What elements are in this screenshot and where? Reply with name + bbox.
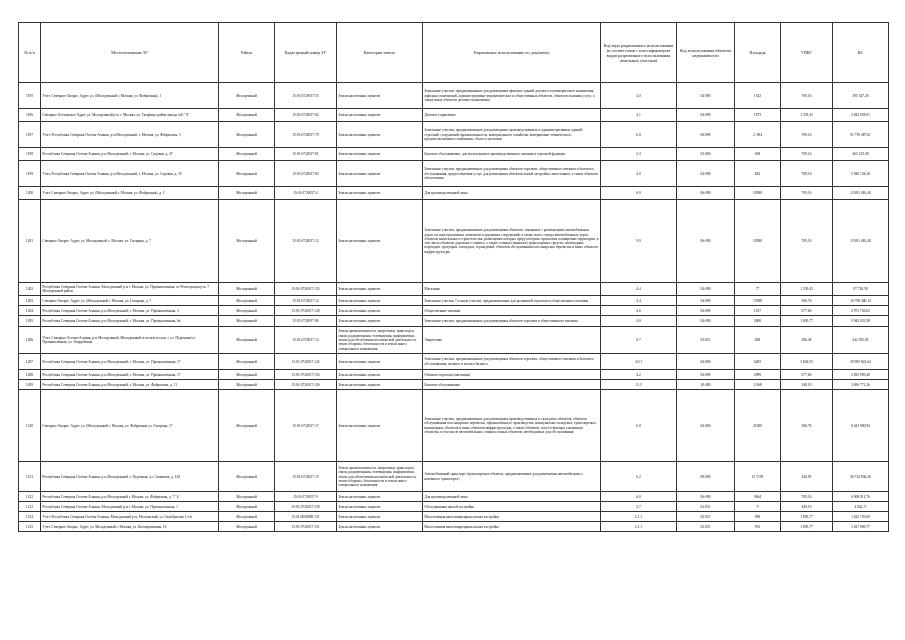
area-cell: 1017	[735, 306, 781, 316]
ks-cell: 13 891 461,40	[833, 200, 889, 283]
use-code-cell: 4.6	[601, 306, 677, 316]
cadastral-number-cell: 15:01:0720017:135	[275, 283, 337, 296]
cadastral-number-cell: 15:01:0720017:128	[275, 306, 337, 316]
district-cell: Молодежный	[219, 306, 275, 316]
district-cell: Молодежный	[219, 522, 275, 532]
table-row	[19, 492, 889, 502]
use-code-cell: 4.0	[601, 83, 677, 109]
use-code-cell: 6.0	[601, 187, 677, 200]
oks-code-cell: 04:090	[677, 296, 735, 306]
cadastral-number-cell: 15:01:0720017:142	[275, 354, 337, 370]
oks-code-cell: 06:090	[677, 200, 735, 283]
use-code-cell: 6.0	[601, 390, 677, 462]
upks-cell: 1 339,43	[781, 109, 833, 122]
location-cell: Республика Северная Осетия-Алания, р-н Молодежный, г. Москва, ул. Фабричная, д. 11	[41, 380, 219, 390]
district-cell: Молодежный	[219, 492, 275, 502]
upks-cell: 709,16	[781, 161, 833, 187]
row-number-cell: 1196	[19, 109, 41, 122]
upks-cell: 1 805,77	[781, 316, 833, 327]
area-cell: 19588	[735, 296, 781, 306]
ks-cell: 1 627 000,77	[833, 522, 889, 532]
location-cell: Учет. Северное Осетия-Алания, р-н Молодежный, Молодежный, в пользе из кон. с ул. Пурочная/ул. Промышленная, ул. Гвардейская	[41, 327, 219, 354]
district-cell: Молодежный	[219, 283, 275, 296]
ks-cell: 395 347,20	[833, 83, 889, 109]
upks-cell: 709,16	[781, 187, 833, 200]
district-cell: Молодежный	[219, 390, 275, 462]
ks-cell: 4 042,71	[833, 502, 889, 512]
ks-cell: 6 908 011,76	[833, 492, 889, 502]
location-cell: Северное Окорье, Адрес ул. Молодежный, г. Москва, ул. Гагарина, д. 7	[41, 200, 219, 283]
oks-code-cell: 06:090	[677, 122, 735, 148]
upks-cell: 677,66	[781, 370, 833, 380]
col-cadastral-number-header: Кадастровый номер ЗУ	[275, 23, 337, 83]
permitted-use-cell: Земельные участки, предназначенные для размещения объектов торговли, общественного питания и бытового обслуживания, мелкого и малого бизнеса	[423, 354, 601, 370]
upks-cell: 348,19	[781, 380, 833, 390]
cadastral-value-table	[18, 22, 889, 532]
district-cell: Молодежный	[219, 370, 275, 380]
cadastral-number-cell: 15:01:0720017:158	[275, 502, 337, 512]
ks-cell: 28 905 822,64	[833, 354, 889, 370]
cadastral-number-cell: 15:01:0720017:154	[275, 370, 337, 380]
row-number-cell: 1202	[19, 283, 41, 296]
col-location-header: Местоположение ЗУ	[41, 23, 219, 83]
row-number-cell: 1200	[19, 187, 41, 200]
use-code-cell: 4.0	[601, 161, 677, 187]
permitted-use-cell: Земельные участки, предназначенные для размещения объектов торговли, общественного питания и бытового обслуживания, предоставления услуг, для размещения объектов жилой застройки, автостоянок, а также объектов обеспечения	[423, 161, 601, 187]
location-cell: Республика Северная Осетия-Алания, р-н Молодежный, г. Москва, ул. Садовая, д. 47	[41, 148, 219, 161]
col-permitted-use-header: Разрешенное использование по документу	[423, 23, 601, 83]
oks-code-cell: 03:000	[677, 148, 735, 161]
oks-code-cell: 02:051	[677, 522, 735, 532]
ks-cell: 2 973 726,82	[833, 306, 889, 316]
table-row	[19, 122, 889, 148]
district-cell: Молодежный	[219, 316, 275, 327]
land-category-cell: Земли населенных пунктов	[337, 492, 423, 502]
location-cell: Республика Северная Осетия-Алания, р-н Молодежный г. Москва, ул. Фабричная, д. 7 "а"	[41, 492, 219, 502]
land-category-cell: Земли населенных пунктов	[337, 522, 423, 532]
location-cell: Учет. Северное Окорье, Адрес ул. (Молодежный г. Москва, ул. Фабричная), д. 1	[41, 187, 219, 200]
area-cell: 2999	[735, 370, 781, 380]
use-code-cell: 6.0	[601, 122, 677, 148]
land-category-cell: Земли населенных пунктов	[337, 109, 423, 122]
district-cell: Молодежный	[219, 200, 275, 283]
land-category-cell: Земли населенных пунктов	[337, 390, 423, 462]
oks-code-cell: 03:051	[677, 327, 735, 354]
oks-code-cell: 04:000	[677, 390, 735, 462]
land-category-cell: Земли населенных пунктов	[337, 380, 423, 390]
cadastral-number-cell: 15:01:0720017:13	[275, 327, 337, 354]
table-row	[19, 354, 889, 370]
permitted-use-cell: Бытовое обслуживание	[423, 380, 601, 390]
upks-cell: 449,19	[781, 502, 833, 512]
table-row	[19, 316, 889, 327]
oks-code-cell: 10:000	[677, 380, 735, 390]
permitted-use-cell: Бытовое обслуживание, для малоэтажного производственного питания и торговой функции	[423, 148, 601, 161]
use-code-cell: 3.3	[601, 148, 677, 161]
location-cell: Республика Северная Осетия-Алания, Молодежный р-н г. Москва, ул. Промышленная, 1	[41, 502, 219, 512]
col-use-code-header: Код вида разрешенного использования (в соответствии с классификатором видов разрешенного использования земельных участков)	[601, 23, 677, 83]
ks-cell: 2 842 058,91	[833, 109, 889, 122]
use-code-cell: 4.4	[601, 296, 677, 306]
permitted-use-cell: Малоэтажная многоквартирная жилая застройка	[423, 512, 601, 522]
cadastral-number-cell: 15:01:0720017:86	[275, 316, 337, 327]
use-code-cell: 2.7	[601, 502, 677, 512]
col-ks-header: КС	[833, 23, 889, 83]
land-category-cell: Земли промышленности, энергетики, транспорта, связи, радиовещания, телевидения, информатики, земли для обеспечения космической деятельности, земли обороны, безопасности и земли иного специального назначения	[337, 462, 423, 492]
table-row	[19, 512, 889, 522]
area-cell: 19588	[735, 200, 781, 283]
area-cell: 848	[735, 327, 781, 354]
col-oks-code-header: Код использования объектов недвижимости	[677, 23, 735, 83]
row-number-cell: 1208	[19, 370, 41, 380]
oks-code-cell: 04:090	[677, 370, 735, 380]
location-cell: Республика Северная Осетия-Алания, р-н Молодежный, г. Пурочная, ул. Семенова, д. 128	[41, 462, 219, 492]
use-code-cell: 9.0	[601, 200, 677, 283]
area-cell: 658	[735, 148, 781, 161]
col-number-header: № п/п	[19, 23, 41, 83]
land-category-cell: Земли населенных пунктов	[337, 148, 423, 161]
land-category-cell: Земли населенных пунктов	[337, 354, 423, 370]
land-category-cell: Земли промышленности, энергетики, транспорта, связи, радиовещания, телевидения, информатики, земли для обеспечения космической деятельности, земли обороны, безопасности и земли иного специального назначения	[337, 327, 423, 354]
district-cell: Молодежный	[219, 148, 275, 161]
upks-cell: 709,16	[781, 148, 833, 161]
ks-cell: 16 798 480,14	[833, 296, 889, 306]
permitted-use-cell: Деловое управление	[423, 109, 601, 122]
oks-code-cell: 04:090	[677, 283, 735, 296]
use-code-cell: 6.2	[601, 462, 677, 492]
land-category-cell: Земли населенных пунктов	[337, 296, 423, 306]
table-row	[19, 200, 889, 283]
table-row	[19, 83, 889, 109]
row-number-cell: 1195	[19, 83, 41, 109]
land-category-cell: Земли населенных пунктов	[337, 83, 423, 109]
cadastral-number-cell: 15:01:0000000:131	[275, 512, 337, 522]
upks-cell: 709,16	[781, 200, 833, 283]
ks-cell: 91 739 487,61	[833, 122, 889, 148]
row-number-cell: 1211	[19, 462, 41, 492]
ks-cell: 1 625 193,00	[833, 512, 889, 522]
use-code-cell: 4.1	[601, 109, 677, 122]
land-category-cell: Земли населенных пунктов	[337, 200, 423, 283]
table-row	[19, 306, 889, 316]
use-code-cell: 2.1.1	[601, 512, 677, 522]
col-upks-header: УПКС	[781, 23, 833, 83]
upks-cell: 1 805,77	[781, 522, 833, 532]
oks-code-cell: 02:051	[677, 502, 735, 512]
upks-cell: 1 339,43	[781, 283, 833, 296]
district-cell: Молодежный	[219, 83, 275, 109]
cadastral-number-cell: 15:01:0720017:83	[275, 161, 337, 187]
row-number-cell: 1205	[19, 316, 41, 327]
district-cell: Молодежный	[219, 109, 275, 122]
district-cell: Молодежный	[219, 512, 275, 522]
permitted-use-cell: Малоэтажная многоквартирная жилая застройка	[423, 522, 601, 532]
cadastral-number-cell: 15:01:0720017:2	[275, 187, 337, 200]
table-row	[19, 380, 889, 390]
cadastral-number-cell: 15:01:0720017:126	[275, 380, 337, 390]
area-cell: 9644	[735, 492, 781, 502]
table-row	[19, 522, 889, 532]
col-land-category-header: Категория земель	[337, 23, 423, 83]
oks-code-cell: 04:090	[677, 306, 735, 316]
area-cell: 900	[735, 512, 781, 522]
location-cell: Северное Осетинское Адрес ул. Молодежный р-н, г. Москва, ул. Гагарина, район завода №0 "А"	[41, 109, 219, 122]
location-cell: Учет. Республика Северная Осетия-Алания, р-н Молодежный, г. Москва, ул. Фабричная, 5	[41, 122, 219, 148]
use-code-cell: 4.2	[601, 370, 677, 380]
row-number-cell: 1203	[19, 296, 41, 306]
row-number-cell: 1204	[19, 306, 41, 316]
cadastral-number-cell: 15:01:0720017:81	[275, 148, 337, 161]
row-number-cell: 1213	[19, 502, 41, 512]
ks-cell: 5 940 134,30	[833, 161, 889, 187]
district-cell: Молодежный	[219, 296, 275, 306]
use-code-cell: 11.3	[601, 380, 677, 390]
permitted-use-cell: Общественное питание	[423, 306, 601, 316]
table-row	[19, 187, 889, 200]
use-code-cell: 6.7	[601, 327, 677, 354]
area-cell: 77	[735, 283, 781, 296]
ks-cell: 242 935,85	[833, 327, 889, 354]
location-cell: Северное Окорье, Адрес ул. (Молодежный г. Москва, ул. Гагарина, д. 7	[41, 296, 219, 306]
location-cell: Республика Северная Осетия-Алания, р-н Молодежный, г. Москва, ул. Промышленная, 17	[41, 354, 219, 370]
table-row	[19, 109, 889, 122]
col-district-header: Район	[219, 23, 275, 83]
oks-code-cell: 02:051	[677, 512, 735, 522]
permitted-use-cell: Автомобильный транспорт (транспортные объекты, предназначенные для размещения автомобильного наземного транспорта)	[423, 462, 601, 492]
table-row	[19, 296, 889, 306]
cadastral-number-cell: 15:01:0720017:79	[275, 122, 337, 148]
cadastral-number-cell: 15:01:0720017:55	[275, 83, 337, 109]
cadastral-number-cell: 15:01:0720017:62	[275, 109, 337, 122]
row-number-cell: 1209	[19, 380, 41, 390]
upks-cell: 709,16	[781, 492, 833, 502]
oks-code-cell: 04:090	[677, 83, 735, 109]
permitted-use-cell: Обслуживание жилой застройки	[423, 502, 601, 512]
location-cell: Республика Северная Осетия-Алания, Молодежный р-н г. Москва, ул. Промышленная, от Регистрации р-н, 7 Молодежный район	[41, 283, 219, 296]
location-cell: Учет. Республика Северная Осетия-Алания, р-н Молодежный, г. Москва, ул. Садовая, д. 35	[41, 161, 219, 187]
ks-cell: 6 441 980,94	[833, 390, 889, 462]
upks-cell: 426,93	[781, 462, 833, 492]
district-cell: Молодежный	[219, 502, 275, 512]
table-row	[19, 327, 889, 354]
area-cell: 1332	[735, 83, 781, 109]
permitted-use-cell: Земельные участки, предназначенные для размещения объектов, связанных с размещением автомобильных дорог, их конструктивных элементов и дорожных сооружений, а также полос отвода автомобильных дорог; объектов капитального строительства, размещение которых предусмотрено проектами планировки территории, в том числе объектов дорожного сервиса, а также стоянок (парковок) транспортных средств, пешеходных переходов, тротуаров, площадок, ограждений, объектов обслуживания пассажирских перевозок и иных объектов инфраструктуры	[423, 200, 601, 283]
ks-cell: 465 125,38	[833, 148, 889, 161]
upks-cell: 306,76	[781, 390, 833, 462]
district-cell: Молодежный	[219, 122, 275, 148]
ks-cell: 3 696 771,26	[833, 380, 889, 390]
row-number-cell: 1197	[19, 122, 41, 148]
area-cell: 1,068	[735, 380, 781, 390]
table-row	[19, 148, 889, 161]
land-category-cell: Земли населенных пунктов	[337, 187, 423, 200]
permitted-use-cell: Земельные участки, предназначенные для размещения офисных зданий делового и коммерческого назначения, офисных помещений, административно-управленческих и общественных объектов, объектов оказания услуг, а также иных объектов делового назначения	[423, 83, 601, 109]
use-code-cell: 6.0	[601, 492, 677, 502]
district-cell: Молодежный	[219, 327, 275, 354]
row-number-cell: 1214	[19, 512, 41, 522]
permitted-use-cell: Объекты торговли (магазины)	[423, 370, 601, 380]
row-number-cell: 1206	[19, 327, 41, 354]
row-number-cell: 1215	[19, 522, 41, 532]
ks-cell: 5 944 053,58	[833, 316, 889, 327]
upks-cell: 1 805,77	[781, 512, 833, 522]
row-number-cell: 1207	[19, 354, 41, 370]
permitted-use-cell: Энергетика	[423, 327, 601, 354]
row-number-cell: 1198	[19, 148, 41, 161]
table-row	[19, 462, 889, 492]
use-code-cell: 4.0.1	[601, 354, 677, 370]
row-number-cell: 1201	[19, 200, 41, 283]
area-cell: 15 7195	[735, 462, 781, 492]
location-cell: Республика Северная Осетия-Алания, р-н Молодежный, г. Москва, ул. Промышленная, 17	[41, 370, 219, 380]
upks-cell: 3 844,93	[781, 354, 833, 370]
area-cell: 1873	[735, 109, 781, 122]
cadastral-number-cell: 15:01:0720017:17	[275, 390, 337, 462]
oks-code-cell: 04:090	[677, 354, 735, 370]
district-cell: Молодежный	[219, 187, 275, 200]
table-row	[19, 161, 889, 187]
use-code-cell: 4.4	[601, 283, 677, 296]
upks-cell: 709,16	[781, 83, 833, 109]
upks-cell: 709,16	[781, 122, 833, 148]
land-category-cell: Земли населенных пунктов	[337, 161, 423, 187]
use-code-cell: 4.0	[601, 316, 677, 327]
land-category-cell: Земли населенных пунктов	[337, 316, 423, 327]
cadastral-number-cell: 15:01:0720017:15	[275, 462, 337, 492]
cadastral-number-cell: 15:01:0720017:151	[275, 522, 337, 532]
area-cell: 21000	[735, 390, 781, 462]
permitted-use-cell: Земельные участки, предназначенные для размещения объектов торговли и общественного питания	[423, 316, 601, 327]
area-cell: 901	[735, 522, 781, 532]
upks-cell: 677,66	[781, 306, 833, 316]
location-cell: Республика Северная Осетия-Алания, р-н Молодежный, г. Москва, ул. Промышленная, 3	[41, 306, 219, 316]
table-row	[19, 283, 889, 296]
use-code-cell: 2.1.1	[601, 522, 677, 532]
area-cell: 842	[735, 161, 781, 187]
district-cell: Молодежный	[219, 462, 275, 492]
area-cell: 2 ,094	[735, 122, 781, 148]
table-header-row	[19, 23, 889, 83]
location-cell: Республика Северная Осетия-Алания, р-н Молодежный, г. Москва, ул. Промышленная, 6а	[41, 316, 219, 327]
permitted-use-cell: Земельные участки, предназначенные для размещения производственных и складских объектов, объектов обслуживания пассажирских перевозок, промышленного производства, коммунально-складских, транспортных, инженерных объектов и иных объектов инфраструктуры, а также объектов, сопутствующих указанным объектам, в том числе автомобильных стоянок и иных объектов, необходимых для обслуживания	[423, 390, 601, 462]
cadastral-number-cell: 15:01:0720017:12	[275, 296, 337, 306]
table-row	[19, 502, 889, 512]
land-category-cell: Земли населенных пунктов	[337, 502, 423, 512]
ks-cell: 13 891 461,40	[833, 187, 889, 200]
permitted-use-cell: Для производственной зоны	[423, 187, 601, 200]
land-category-cell: Земли населенных пунктов	[337, 283, 423, 296]
row-number-cell: 1212	[19, 492, 41, 502]
oks-code-cell: 04:090	[677, 316, 735, 327]
area-cell: 6283	[735, 354, 781, 370]
location-cell: Учет. Северное Окорье, Адрес ул. (Молодежный г. Москва, ул. Фабричная), 1	[41, 83, 219, 109]
district-cell: Молодежный	[219, 380, 275, 390]
cadastral-number-cell: 15:01:0720017:9	[275, 492, 337, 502]
permitted-use-cell: Земельные участки 7 и иные участки, предназначенные для розничной торговли и общественного питания	[423, 296, 601, 306]
table-row	[19, 390, 889, 462]
ks-cell: 2 835 909,48	[833, 370, 889, 380]
oks-code-cell: 06:090	[677, 187, 735, 200]
area-cell: 19588	[735, 187, 781, 200]
oks-code-cell: 04:090	[677, 161, 735, 187]
col-area-header: Площадь	[735, 23, 781, 83]
ks-cell: 97 720,58	[833, 283, 889, 296]
upks-cell: 286,48	[781, 327, 833, 354]
permitted-use-cell: Магазины	[423, 283, 601, 296]
land-category-cell: Земли населенных пунктов	[337, 370, 423, 380]
oks-code-cell: 04:090	[677, 109, 735, 122]
location-cell: Северное Окорье, Адрес ул. (Молодежный г. Москва, ул. Фабричная ул. Гагарина, 17	[41, 390, 219, 462]
district-cell: Молодежный	[219, 161, 275, 187]
district-cell: Молодежный	[219, 354, 275, 370]
permitted-use-cell: Земельные участки, предназначенные для размещения производственных и административных зданий, строений, сооружений промышленности, коммунального хозяйства, материально-технического, продовольственного снабжения, сбыта и заготовок	[423, 122, 601, 148]
oks-code-cell: 08:000	[677, 462, 735, 492]
area-cell: 3000	[735, 316, 781, 327]
oks-code-cell: 06:090	[677, 492, 735, 502]
row-number-cell: 1210	[19, 390, 41, 462]
location-cell: Учет. Северное Окорье, Адрес ул. Молодежный г. Москва, ул. Кооперативная, 16	[41, 522, 219, 532]
permitted-use-cell: Для производственной зоны	[423, 492, 601, 502]
row-number-cell: 1199	[19, 161, 41, 187]
table-row	[19, 370, 889, 380]
location-cell: Учет. Республика Северная Осетия-Алания, Молодежный р-н, Московский, ул. Октябрьская 1 о/п	[41, 512, 219, 522]
area-cell: 9	[735, 502, 781, 512]
land-category-cell: Земли населенных пунктов	[337, 512, 423, 522]
ks-cell: 56 724 836,20	[833, 462, 889, 492]
land-category-cell: Земли населенных пунктов	[337, 306, 423, 316]
land-category-cell: Земли населенных пунктов	[337, 122, 423, 148]
cadastral-number-cell: 15:01:0720017:12	[275, 200, 337, 283]
upks-cell: 306,76	[781, 296, 833, 306]
